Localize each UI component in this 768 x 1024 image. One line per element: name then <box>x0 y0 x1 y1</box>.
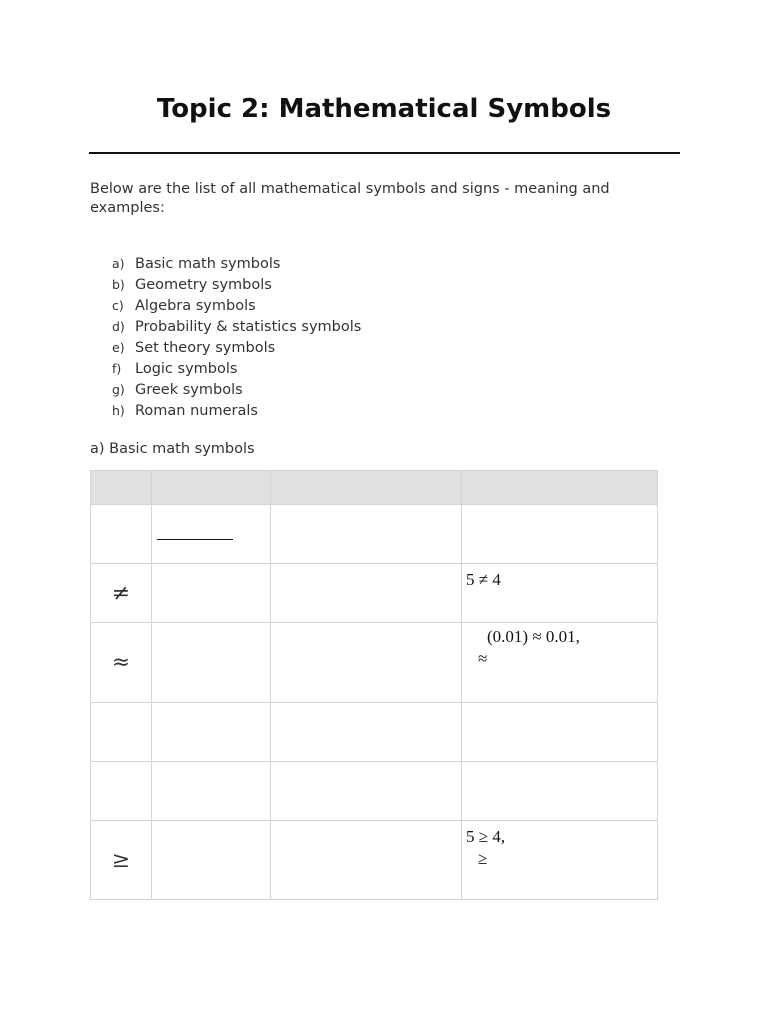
list-marker: e) <box>112 340 125 355</box>
list-item <box>112 340 361 361</box>
meaning-cell <box>271 821 462 900</box>
meaning-cell <box>271 623 462 703</box>
symbol-cell: ≠ <box>91 564 152 623</box>
list-item <box>112 277 361 298</box>
example-text-continued: ≥ <box>478 849 488 868</box>
table-row <box>91 564 658 623</box>
list-marker: f) <box>112 361 122 376</box>
symbol-cell <box>91 505 152 564</box>
list-item <box>112 403 361 424</box>
example-cell <box>462 623 658 703</box>
blank-underline <box>157 539 233 540</box>
list-item-label: Logic symbols <box>135 361 238 377</box>
list-marker: c) <box>112 298 124 313</box>
table-row <box>91 821 658 900</box>
example-text-continued: ≈ <box>478 649 488 668</box>
example-text: (0.01) ≈ 0.01, <box>487 627 580 646</box>
list-marker: a) <box>112 256 125 271</box>
example-cell <box>462 505 658 564</box>
example-cell <box>462 564 658 623</box>
header-cell <box>91 471 152 505</box>
list-marker: g) <box>112 382 125 397</box>
list-item-label: Greek symbols <box>135 382 243 398</box>
table-row <box>91 762 658 821</box>
list-item-label: Set theory symbols <box>135 340 276 356</box>
list-item-label: Roman numerals <box>135 403 258 419</box>
symbols-table <box>90 470 658 900</box>
header-cell <box>271 471 462 505</box>
example-cell <box>462 821 658 900</box>
name-cell <box>152 703 271 762</box>
list-item-label: Algebra symbols <box>135 298 256 314</box>
table-row <box>91 623 658 703</box>
list-item-label: Basic math symbols <box>135 256 281 272</box>
list-marker: d) <box>112 319 125 334</box>
symbol-cell: ≈ <box>91 623 152 703</box>
table-row <box>91 703 658 762</box>
list-item <box>112 382 361 403</box>
list-item <box>112 361 361 382</box>
title-divider <box>89 152 680 154</box>
section-heading: a) Basic math symbols <box>90 441 255 457</box>
page-title: Topic 2: Mathematical Symbols <box>156 94 612 124</box>
example-text: 5 ≥ 4, <box>466 827 506 846</box>
meaning-cell <box>271 762 462 821</box>
symbol-cell: ≥ <box>91 821 152 900</box>
meaning-cell <box>271 564 462 623</box>
example-cell <box>462 703 658 762</box>
list-marker: b) <box>112 277 125 292</box>
header-cell <box>462 471 658 505</box>
list-marker: h) <box>112 403 125 418</box>
header-cell <box>152 471 271 505</box>
name-cell <box>152 623 271 703</box>
example-text: 5 ≠ 4 <box>466 570 501 589</box>
table-header-row <box>91 471 658 505</box>
list-item <box>112 256 361 277</box>
topic-list <box>112 256 361 424</box>
table-row <box>91 505 658 564</box>
meaning-cell <box>271 703 462 762</box>
list-item-label: Probability & statistics symbols <box>135 319 362 335</box>
name-cell <box>152 762 271 821</box>
list-item <box>112 319 361 340</box>
list-item <box>112 298 361 319</box>
meaning-cell <box>271 505 462 564</box>
name-cell <box>152 821 271 900</box>
symbol-cell <box>91 703 152 762</box>
symbol-cell <box>91 762 152 821</box>
name-cell <box>152 564 271 623</box>
name-cell <box>152 505 271 564</box>
intro-text: Below are the list of all mathematical symbols and signs - meaning and examples: <box>90 181 610 216</box>
example-cell <box>462 762 658 821</box>
list-item-label: Geometry symbols <box>135 277 272 293</box>
